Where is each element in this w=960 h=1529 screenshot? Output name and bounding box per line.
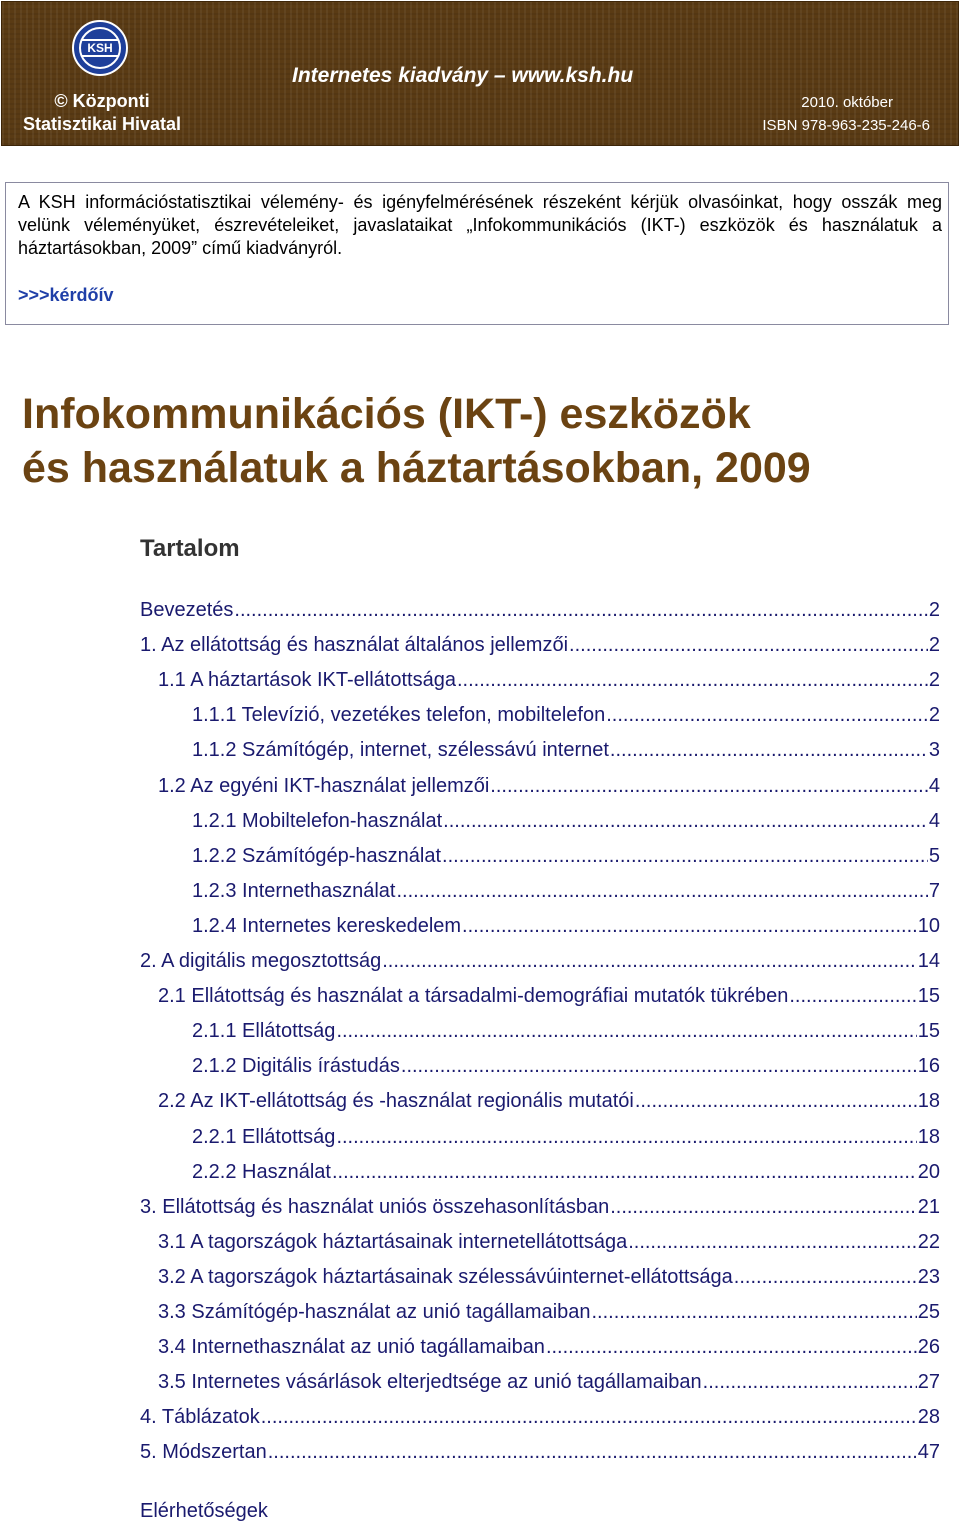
toc-dot-leader [332, 1161, 917, 1184]
toc-entry-page: 4 [928, 809, 940, 832]
toc-dot-leader [396, 880, 927, 903]
toc-dot-leader [490, 775, 928, 798]
toc-entry-page: 18 [917, 1125, 940, 1148]
toc-dot-leader [628, 1231, 917, 1254]
toc-entry-label: 1.1.1 Televízió, vezetékes telefon, mobiltelefon [192, 704, 606, 727]
toc-dot-leader [606, 704, 928, 727]
toc-heading: Tartalom [140, 535, 240, 562]
toc-entry-label: 2.1.2 Digitális írástudás [192, 1055, 400, 1078]
toc-entry[interactable] [192, 880, 940, 910]
toc-entry-page: 3 [928, 739, 940, 762]
toc-entry-label: 5. Módszertan [140, 1441, 267, 1464]
toc-entry-page: 5 [928, 844, 940, 867]
isbn: ISBN 978-963-235-246-6 [762, 117, 930, 134]
toc-entry-label: 3.2 A tagországok háztartásainak szélessávúinternet-ellátottsága [158, 1265, 733, 1288]
publication-date: 2010. október [801, 94, 893, 111]
toc-dot-leader [734, 1266, 917, 1289]
toc-entry[interactable] [140, 1441, 940, 1471]
toc-entry[interactable] [192, 704, 940, 734]
toc-dot-leader [610, 739, 928, 762]
toc-entry[interactable] [192, 915, 940, 945]
toc-entry-page: 14 [917, 950, 940, 972]
toc-entry-page: 2 [928, 669, 940, 692]
toc-entry-page: 15 [917, 985, 940, 1008]
toc-entry-label: 3.4 Internethasználat az unió tagállamaiban [158, 1336, 545, 1359]
toc-dot-leader [401, 1055, 917, 1078]
toc-entry-page: 2 [928, 599, 940, 621]
toc-entry-label: 2. A digitális megosztottság [140, 950, 382, 972]
toc-entry-page: 23 [917, 1265, 940, 1288]
toc-entry[interactable] [158, 775, 940, 805]
toc-entry-label: 3.3 Számítógép-használat az unió tagállamaiban [158, 1301, 591, 1323]
toc-entry-label: 3.1 A tagországok háztartásainak internetellátottsága [158, 1230, 628, 1253]
logo-text: KSH [87, 41, 113, 55]
toc-entry-page: 47 [917, 1441, 940, 1464]
toc-dot-leader [569, 634, 928, 657]
toc-entry[interactable] [158, 1266, 940, 1296]
toc-entry-page: 27 [917, 1371, 940, 1394]
toc-entry-label: 1.2.4 Internetes kereskedelem [192, 914, 462, 937]
toc-entry[interactable] [158, 1371, 940, 1401]
toc-entry[interactable] [158, 1090, 940, 1120]
survey-link[interactable]: >>>kérdőív [18, 285, 114, 305]
page-title [22, 387, 942, 495]
feedback-text: A KSH információstatisztikai vélemény- és igényfelmérésének részeként kérjük olvasóinkat, hogy osszák meg velünk véleményüket, észrevételeiket, javaslataikat „Infokommunikációs (IKT-) eszközök és használatuk a háztartásokban, 2009” című kiadványról. [18, 192, 942, 258]
toc-dot-leader [234, 599, 927, 622]
toc-dot-leader [457, 669, 928, 692]
toc-entry-page: 2 [928, 704, 940, 727]
toc-dot-leader [546, 1336, 917, 1359]
toc-dot-leader [443, 810, 928, 833]
toc-entry[interactable] [192, 1055, 940, 1085]
toc-entry[interactable] [158, 1231, 940, 1261]
toc-entry-page: 26 [917, 1336, 940, 1359]
toc-entry-label: 3.5 Internetes vásárlások elterjedtsége az unió tagállamaiban [158, 1371, 702, 1394]
contact-heading[interactable]: Elérhetőségek [140, 1500, 268, 1522]
toc-dot-leader [336, 1126, 916, 1149]
toc-entry[interactable] [192, 810, 940, 840]
toc-dot-leader [592, 1301, 917, 1324]
toc-entry-page: 18 [917, 1090, 940, 1113]
toc-entry[interactable] [192, 1126, 940, 1156]
toc-entry-label: 1.2.3 Internethasználat [192, 879, 396, 902]
toc-dot-leader [268, 1441, 917, 1464]
toc-entry[interactable] [192, 739, 940, 769]
toc-entry-label: 4. Táblázatok [140, 1406, 260, 1429]
ksh-logo [72, 20, 128, 76]
toc-entry-label: 3. Ellátottság és használat uniós összehasonlításban [140, 1195, 610, 1218]
toc-dot-leader [336, 1020, 916, 1043]
toc-entry-page: 10 [917, 914, 940, 937]
toc-entry-page: 22 [917, 1230, 940, 1253]
toc-entry[interactable] [192, 845, 940, 875]
toc-entry-page: 2 [928, 634, 940, 657]
toc-dot-leader [635, 1090, 917, 1113]
toc-entry-label: 2.1 Ellátottság és használat a társadalmi-demográfiai mutatók tükrében [158, 985, 789, 1008]
toc-dot-leader [382, 950, 917, 973]
toc-entry-page: 4 [928, 774, 940, 797]
page-title-line2: és használatuk a háztartásokban, 2009 [22, 444, 811, 492]
copyright-org-line2: Statisztikai Hivatal [22, 114, 182, 134]
toc-entry[interactable] [140, 599, 940, 629]
copyright-org-line1: © Központi [54, 91, 150, 111]
toc-dot-leader [610, 1196, 917, 1219]
feedback-box [5, 182, 949, 325]
toc-entry-label: Bevezetés [140, 599, 234, 621]
toc-entry[interactable] [140, 1406, 940, 1436]
toc-entry-page: 28 [917, 1406, 940, 1429]
toc-entry[interactable] [158, 985, 940, 1015]
page-title-line1: Infokommunikációs (IKT-) eszközök [22, 390, 751, 438]
toc-dot-leader [703, 1371, 917, 1394]
toc-entry[interactable] [140, 1196, 940, 1226]
toc-entry-label: 2.2 Az IKT-ellátottság és -használat regionális mutatói [158, 1090, 634, 1113]
toc-entry[interactable] [192, 1020, 940, 1050]
toc-entry-page: 7 [928, 879, 940, 902]
toc-entry-label: 2.1.1 Ellátottság [192, 1020, 336, 1043]
toc-entry-label: 1.1.2 Számítógép, internet, szélessávú internet [192, 739, 609, 762]
toc-entry[interactable] [158, 669, 940, 699]
toc-entry[interactable] [140, 634, 940, 664]
toc-entry-label: 1.2.2 Számítógép-használat [192, 844, 442, 867]
toc-dot-leader [261, 1406, 917, 1429]
toc-dot-leader [789, 985, 916, 1008]
toc-dot-leader [442, 845, 928, 868]
toc-entry-label: 2.2.2 Használat [192, 1160, 331, 1183]
toc-entry-label: 2.2.1 Ellátottság [192, 1125, 336, 1148]
publication-line[interactable]: Internetes kiadvány – www.ksh.hu [292, 64, 634, 87]
toc-entry-page: 16 [917, 1055, 940, 1078]
header-banner [1, 1, 959, 146]
toc-entry-page: 25 [917, 1301, 940, 1323]
toc-entry-label: 1.1 A háztartások IKT-ellátottsága [158, 669, 456, 692]
toc-dot-leader [462, 915, 917, 938]
toc-entry-label: 1.2.1 Mobiltelefon-használat [192, 809, 443, 832]
toc-entry-label: 1. Az ellátottság és használat általános jellemzői [140, 634, 569, 657]
toc-entry-page: 21 [917, 1195, 940, 1218]
toc-entry[interactable] [192, 1161, 940, 1191]
toc-entry[interactable] [140, 950, 940, 980]
toc-entry[interactable] [158, 1301, 940, 1331]
toc-entry-page: 20 [917, 1160, 940, 1183]
toc-entry-page: 15 [917, 1020, 940, 1043]
toc-entry-label: 1.2 Az egyéni IKT-használat jellemzői [158, 774, 490, 797]
toc-entry[interactable] [158, 1336, 940, 1366]
